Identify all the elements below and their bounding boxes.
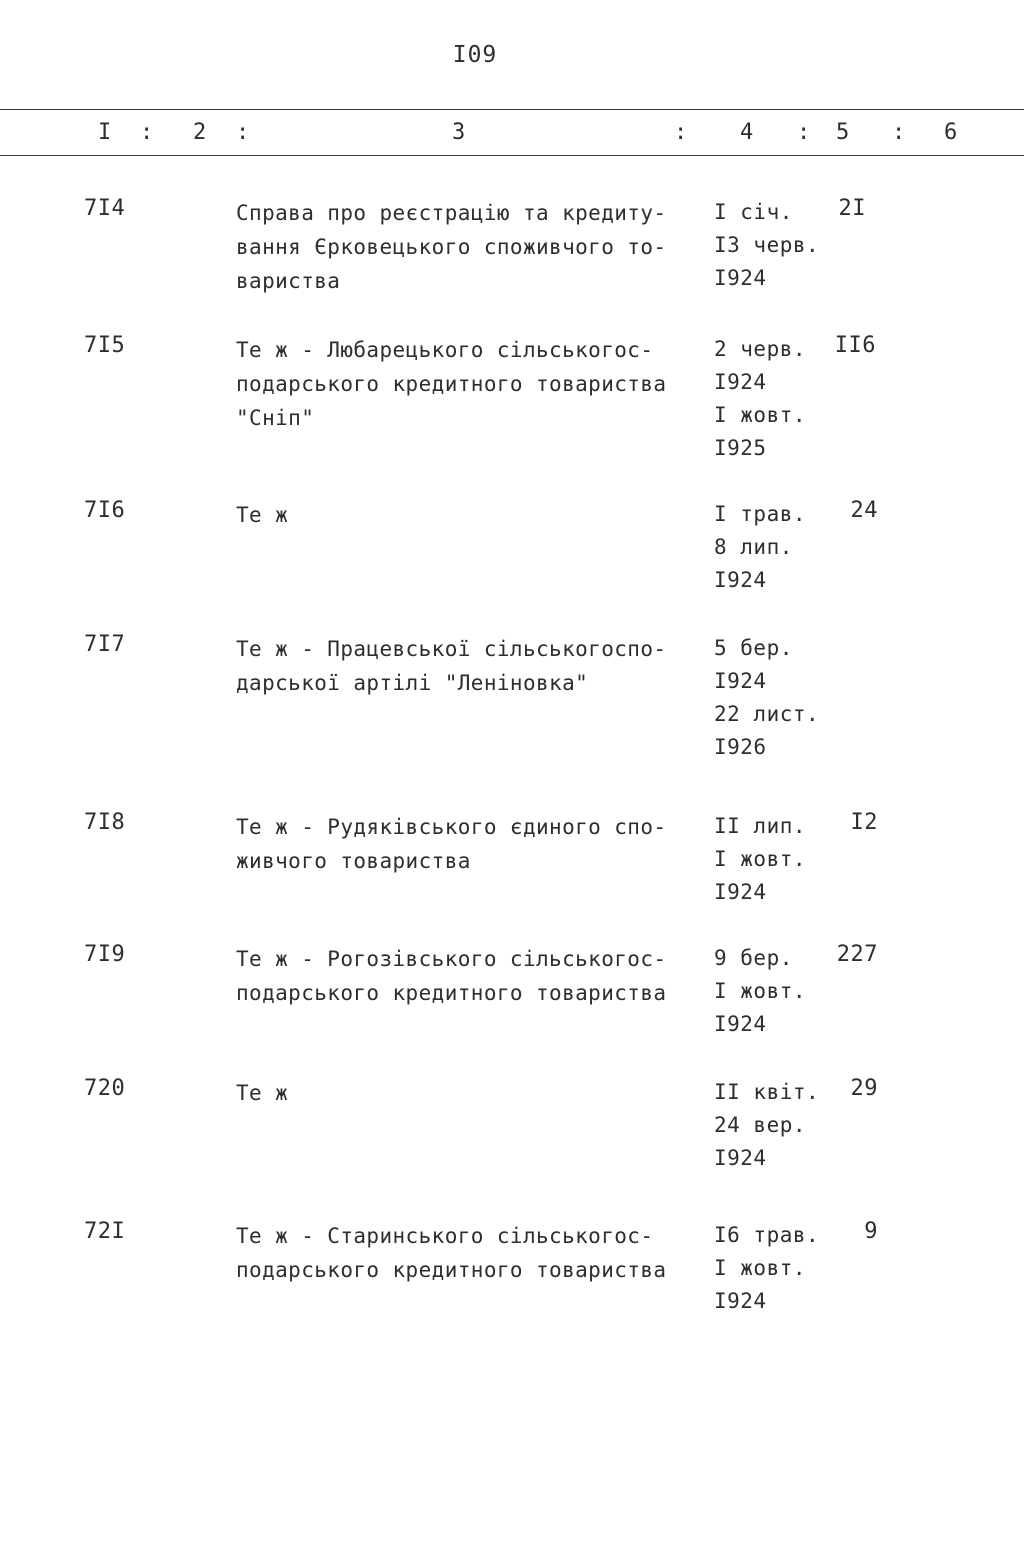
- entry-title-line: вариства: [236, 269, 341, 293]
- entry-title-line: Те ж: [236, 503, 289, 527]
- entry-sheets: 2I: [838, 196, 866, 221]
- entry-number: 72I: [84, 1219, 126, 1244]
- entry-sheets: I2: [850, 810, 878, 835]
- entry-title-line: подарського кредитного товариства: [236, 372, 667, 396]
- entry-date-line: I січ.: [714, 200, 793, 224]
- entry-dates: [714, 1219, 834, 1318]
- entry-number: 7I5: [84, 333, 126, 358]
- entry-date-line: 24 вер.: [714, 1113, 807, 1137]
- entry-dates: [714, 810, 834, 909]
- entry-title-line: Те ж - Рогозівського сільськогос-: [236, 947, 667, 971]
- entry-title: [236, 1076, 701, 1110]
- header-col-5: 5: [836, 120, 850, 145]
- entry-title-line: вання Єрковецького споживчого то-: [236, 235, 667, 259]
- entry-title-line: Справа про реєстрацію та кредиту-: [236, 201, 667, 225]
- entry-title-line: Те ж - Рудяківського єдиного спо-: [236, 815, 667, 839]
- entry-dates: [714, 196, 834, 295]
- entry-date-line: I6 трав.: [714, 1223, 820, 1247]
- entry-title: [236, 333, 701, 435]
- entry-title-line: подарського кредитного товариства: [236, 981, 667, 1005]
- entry-dates: [714, 1076, 834, 1175]
- entry-date-line: I3 черв.: [714, 233, 820, 257]
- page-number: I09: [452, 42, 498, 68]
- entry-title-line: подарського кредитного товариства: [236, 1258, 667, 1282]
- entry-number: 7I7: [84, 632, 126, 657]
- entry-title: [236, 1219, 701, 1287]
- entry-sheets: 24: [850, 498, 878, 523]
- header-col-4: 4: [740, 120, 754, 145]
- entry-date-line: I925: [714, 436, 767, 460]
- header-col-6: 6: [944, 120, 958, 145]
- entry-sheets: 227: [836, 942, 878, 967]
- entry-dates: [714, 333, 834, 465]
- entry-date-line: 8 лип.: [714, 535, 793, 559]
- entry-date-line: 22 лист.: [714, 702, 820, 726]
- entry-title: [236, 498, 701, 532]
- entry-dates: [714, 632, 834, 764]
- entry-date-line: I924: [714, 568, 767, 592]
- entry-number: 720: [84, 1076, 126, 1101]
- header-separator: :: [892, 120, 906, 145]
- entry-title-line: Те ж - Любарецького сільськогос-: [236, 338, 654, 362]
- entry-title: [236, 196, 701, 298]
- entry-date-line: I924: [714, 370, 767, 394]
- entry-date-line: 2 черв.: [714, 337, 807, 361]
- entry-date-line: I924: [714, 1289, 767, 1313]
- entry-title: [236, 810, 701, 878]
- entry-number: 7I9: [84, 942, 126, 967]
- entry-date-line: I жовт.: [714, 979, 807, 1003]
- entry-title: [236, 942, 701, 1010]
- entry-date-line: I924: [714, 1012, 767, 1036]
- header-separator: :: [797, 120, 811, 145]
- entry-sheets: II6: [834, 333, 876, 358]
- entry-date-line: I жовт.: [714, 1256, 807, 1280]
- entry-sheets: 9: [864, 1219, 878, 1244]
- entry-number: 7I4: [84, 196, 126, 221]
- entry-date-line: I924: [714, 880, 767, 904]
- entry-number: 7I6: [84, 498, 126, 523]
- entry-title-line: живчого товариства: [236, 849, 471, 873]
- entry-date-line: I924: [714, 669, 767, 693]
- entry-date-line: I926: [714, 735, 767, 759]
- header-col-3: 3: [452, 120, 466, 145]
- entry-sheets: 29: [850, 1076, 878, 1101]
- entry-number: 7I8: [84, 810, 126, 835]
- header-col-1: I: [98, 120, 112, 145]
- entry-title-line: дарської артілі "Ленінoвка": [236, 671, 589, 695]
- entry-title-line: "Сніп": [236, 406, 315, 430]
- entry-title: [236, 632, 701, 700]
- entry-date-line: I924: [714, 266, 767, 290]
- entry-dates: [714, 498, 834, 597]
- entry-date-line: 5 бер.: [714, 636, 793, 660]
- header-separator: :: [236, 120, 250, 145]
- entry-date-line: I924: [714, 1146, 767, 1170]
- entry-date-line: I жовт.: [714, 847, 807, 871]
- entry-date-line: I жовт.: [714, 403, 807, 427]
- header-col-2: 2: [193, 120, 207, 145]
- entry-date-line: II квіт.: [714, 1080, 820, 1104]
- entry-title-line: Те ж: [236, 1081, 289, 1105]
- entry-date-line: II лип.: [714, 814, 807, 838]
- header-separator: :: [674, 120, 688, 145]
- entry-date-line: I трав.: [714, 502, 807, 526]
- entry-dates: [714, 942, 834, 1041]
- header-separator: :: [140, 120, 154, 145]
- entry-date-line: 9 бер.: [714, 946, 793, 970]
- entry-title-line: Те ж - Працевської сільськогоспо-: [236, 637, 667, 661]
- entry-title-line: Те ж - Старинського сільськогос-: [236, 1224, 654, 1248]
